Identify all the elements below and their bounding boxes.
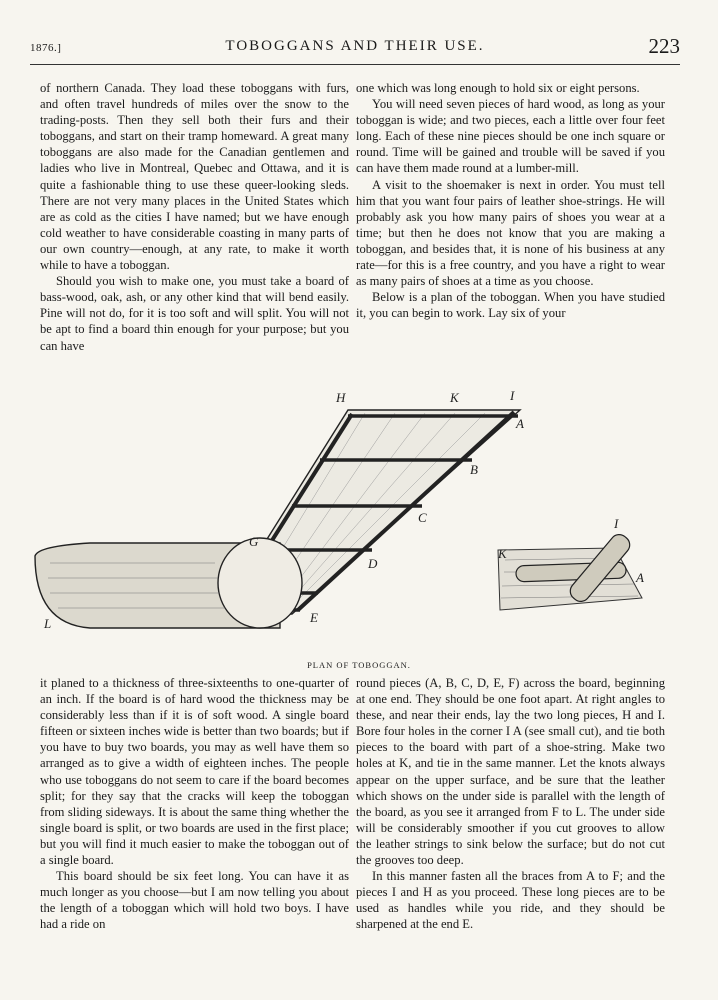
paragraph: round pieces (A, B, C, D, E, F) across the board, beginning at one end. They should be one foot apart. At right angles to these, and near their ends, lay the two long pieces, H and I. Bore four holes in the corner I A (see small cut), and tie both pieces to the board with part of a shoe-string. Make two holes at K, and tie in the same manner. Let the knots always appear on the upper surface, and be sure that the leather which shows on the under side is parallel with the length of the board, as you see it arranged from F to L. The under side will be considerably smoother if you cut grooves to allow the leather strings to sink below the surface; but do not cut the grooves too deep. xyxy=(356,676,665,868)
paragraph: This board should be six feet long. You can have it as much longer as you choose—but I am now telling you about the length of a toboggan which will hold two boys. I have had a ride on xyxy=(40,869,349,932)
small-label-k: K xyxy=(498,546,507,561)
header-year: 1876.] xyxy=(30,42,62,54)
label-c: C xyxy=(418,510,427,525)
column-bottom-left xyxy=(40,675,349,933)
label-g: G xyxy=(249,534,259,549)
label-l: L xyxy=(44,616,52,631)
label-e: E xyxy=(310,610,318,625)
figure-caption: PLAN OF TOBOGGAN. xyxy=(307,660,411,670)
label-a: A xyxy=(516,416,524,431)
label-d: D xyxy=(368,556,378,571)
column-top-left xyxy=(40,80,349,354)
label-i: I xyxy=(510,388,515,403)
small-cut-detail xyxy=(498,531,642,610)
paragraph: A visit to the shoemaker is next in order. You must tell him that you want four pairs of leather shoe-strings. He will probably ask you how many pairs of shoes you wear at a time; but then he does not know that you are making a toboggan, and besides that, it is none of his business at any rate—for this is a free country, and you have a right to wear as many pairs of shoes at a time as you choose. xyxy=(356,177,665,289)
toboggan-illustration xyxy=(30,388,680,658)
small-label-a: A xyxy=(636,570,644,585)
header-rule xyxy=(30,64,680,65)
small-label-i: I xyxy=(614,516,619,531)
paragraph: Should you wish to make one, you must take a board of bass-wood, oak, ash, or any other kind that will bend easily. Pine will not do, for it is too soft and will split. You will not be apt to find a board thin enough for your purpose; but you can have xyxy=(40,274,349,353)
column-top-right xyxy=(356,80,665,321)
paragraph: In this manner fasten all the braces from A to F; and the pieces I and H as you proceed. These long pieces are to be used as handles while you ride, and they should be sharpened at the end E. xyxy=(356,869,665,932)
paragraph: one which was long enough to hold six or eight persons. xyxy=(356,81,640,95)
label-k: K xyxy=(450,390,459,405)
paragraph: of northern Canada. They load these toboggans with furs, and often travel hundreds of miles over the snow to the trading-posts. Then they sell both their furs and their toboggans, and start on their tramp homeward. A great many toboggans are also made for the Canadian gentlemen and ladies who live in Montreal, Quebec and Ottawa, and it is quite a fashionable thing to use these queer-looking sleds. There are not very many places in the United States which are as cold as the cities I have named; but we have enough cold weather to have considerable coasting in many parts of our own country—enough, at any rate, to make it worth while to have a toboggan. xyxy=(40,81,349,273)
paragraph: Below is a plan of the toboggan. When you have studied it, you can begin to work. Lay six of your xyxy=(356,290,665,321)
paragraph: You will need seven pieces of hard wood, as long as your toboggan is wide; and two pieces, each a little over four feet long. Each of these nine pieces should be one inch square or round. Time will be gained and trouble will be saved if you can have them made round at a lumber-mill. xyxy=(356,97,665,176)
label-b: B xyxy=(470,462,478,477)
paragraph: it planed to a thickness of three-sixteenths to one-quarter of an inch. If the board is of hard wood the thickness may be considerably less than if it is of soft wood. A single board fifteen or sixteen inches wide is better than two boards; but if you have to buy two boards, you may as well have them so arranged as to give a width of eighteen inches. The people who use toboggans do not seem to care if the board becomes split; for they say that the cracks will keep the toboggan from sliding sideways. It is about the same thing whether the single board is split, or two boards are used in the first place; but you will find it much easier to make the toboggan out of a single board. xyxy=(40,676,349,868)
header-title: TOBOGGANS AND THEIR USE. xyxy=(225,38,485,54)
column-bottom-right xyxy=(356,675,665,933)
curl-opening xyxy=(218,538,302,628)
running-header xyxy=(30,36,680,60)
toboggan-plan-figure xyxy=(30,388,680,658)
page-number: 223 xyxy=(648,34,680,58)
label-h: H xyxy=(336,390,346,405)
